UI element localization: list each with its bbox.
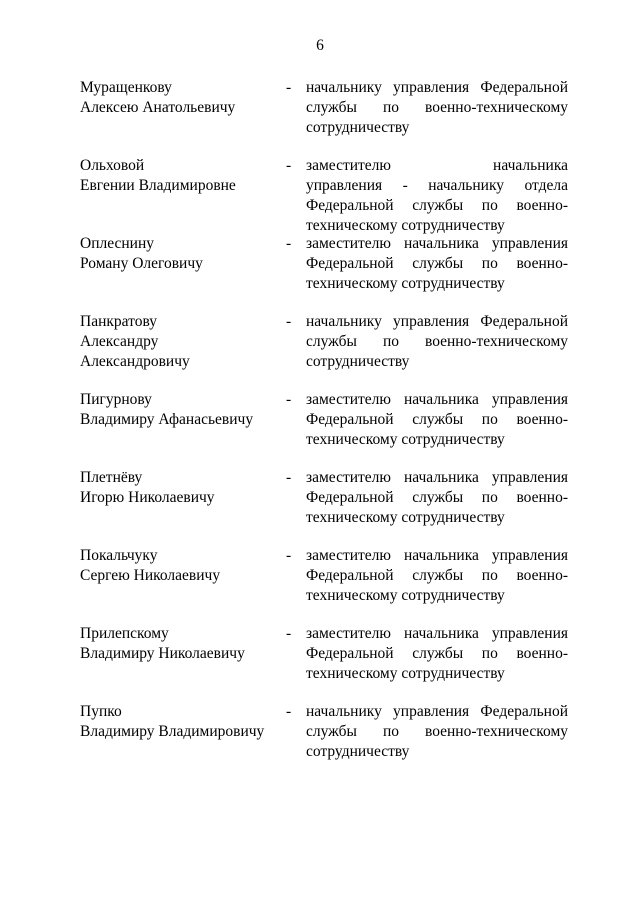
person-name-line: Игорю Николаевичу [80, 489, 215, 506]
separator-dash: - [286, 313, 292, 330]
separator-dash: - [286, 391, 292, 408]
position-title-line: Федеральной службы по военно- [306, 489, 568, 506]
person-name-line: Прилепскому [80, 625, 169, 642]
person-name-line: Владимиру Владимировичу [80, 723, 265, 740]
person-name-line: Александровичу [80, 353, 190, 370]
separator-dash: - [286, 469, 292, 486]
position-title-line: техническому сотрудничеству [306, 275, 505, 292]
person-name-line: Алексею Анатольевичу [80, 99, 236, 116]
position-title-line: начальнику управления Федеральной [306, 79, 568, 96]
person-name-line: Панкратову [80, 313, 157, 330]
position-title-line: службы по военно-техническому [306, 333, 568, 350]
person-name [80, 312, 286, 372]
position-title-line: сотрудничеству [306, 743, 410, 760]
person-name [80, 390, 286, 430]
person-name-line: Александру [80, 333, 159, 350]
position-title-line: техническому сотрудничеству [306, 665, 505, 682]
person-name-line: Пупко [80, 703, 122, 720]
appointment-entry [80, 468, 568, 546]
position-title-line: Федеральной службы по военно- [306, 197, 568, 214]
separator-dash: - [286, 547, 292, 564]
appointment-entry [80, 312, 568, 390]
position-title-line: службы по военно-техническому [306, 723, 568, 740]
appointment-entry [80, 234, 568, 312]
position-title [306, 156, 568, 236]
position-title-line: техническому сотрудничеству [306, 431, 505, 448]
position-title-line: начальнику управления Федеральной [306, 313, 568, 330]
person-name-line: Пигурнову [80, 391, 152, 408]
person-name-line: Евгении Владимировне [80, 177, 236, 194]
person-name [80, 234, 286, 274]
position-title-line: заместителю начальника управления [306, 547, 568, 564]
position-title [306, 390, 568, 450]
position-title-line: Федеральной службы по военно- [306, 411, 568, 428]
position-title [306, 702, 568, 762]
person-name-line: Плетнёву [80, 469, 143, 486]
position-title-line: заместителю начальника управления [306, 625, 568, 642]
position-title-line: управления - начальнику отдела [306, 177, 568, 194]
appointment-list [80, 78, 568, 780]
person-name [80, 546, 286, 586]
position-title-line: техническому сотрудничеству [306, 217, 505, 234]
separator-dash: - [286, 703, 292, 720]
person-name-line: Муращенкову [80, 79, 172, 96]
person-name-line: Сергею Николаевичу [80, 567, 221, 584]
position-title-line: сотрудничеству [306, 353, 410, 370]
position-title-line: техническому сотрудничеству [306, 509, 505, 526]
position-title-line: заместителю начальника управления [306, 469, 568, 486]
person-name-line: Владимиру Афанасьевичу [80, 411, 254, 428]
person-name [80, 468, 286, 508]
appointment-entry [80, 546, 568, 624]
separator-dash: - [286, 625, 292, 642]
appointment-entry [80, 624, 568, 702]
person-name [80, 156, 286, 196]
person-name [80, 624, 286, 664]
separator-dash: - [286, 235, 292, 252]
person-name [80, 702, 286, 742]
position-title [306, 78, 568, 138]
position-title-line: начальнику управления Федеральной [306, 703, 568, 720]
position-title-line: службы по военно-техническому [306, 99, 568, 116]
page-number: 6 [316, 37, 324, 54]
person-name-line: Оплеснину [80, 235, 155, 252]
person-name-line: Роману Олеговичу [80, 255, 203, 272]
separator-dash: - [286, 157, 292, 174]
person-name [80, 78, 286, 118]
position-title-line: техническому сотрудничеству [306, 587, 505, 604]
appointment-entry [80, 390, 568, 468]
person-name-line: Ольховой [80, 157, 145, 174]
position-title-line: Федеральной службы по военно- [306, 567, 568, 584]
appointment-entry [80, 702, 568, 780]
position-title [306, 624, 568, 684]
position-title-line: заместителю начальника управления [306, 235, 568, 252]
position-title-line: Федеральной службы по военно- [306, 255, 568, 272]
person-name-line: Покальчуку [80, 547, 158, 564]
position-title-line: заместителю начальника [306, 157, 568, 174]
position-title-line: заместителю начальника управления [306, 391, 568, 408]
position-title [306, 468, 568, 528]
appointment-entry [80, 156, 568, 234]
position-title [306, 546, 568, 606]
position-title [306, 312, 568, 372]
position-title-line: сотрудничеству [306, 119, 410, 136]
separator-dash: - [286, 79, 292, 96]
position-title [306, 234, 568, 294]
position-title-line: Федеральной службы по военно- [306, 645, 568, 662]
person-name-line: Владимиру Николаевичу [80, 645, 245, 662]
appointment-entry [80, 78, 568, 156]
